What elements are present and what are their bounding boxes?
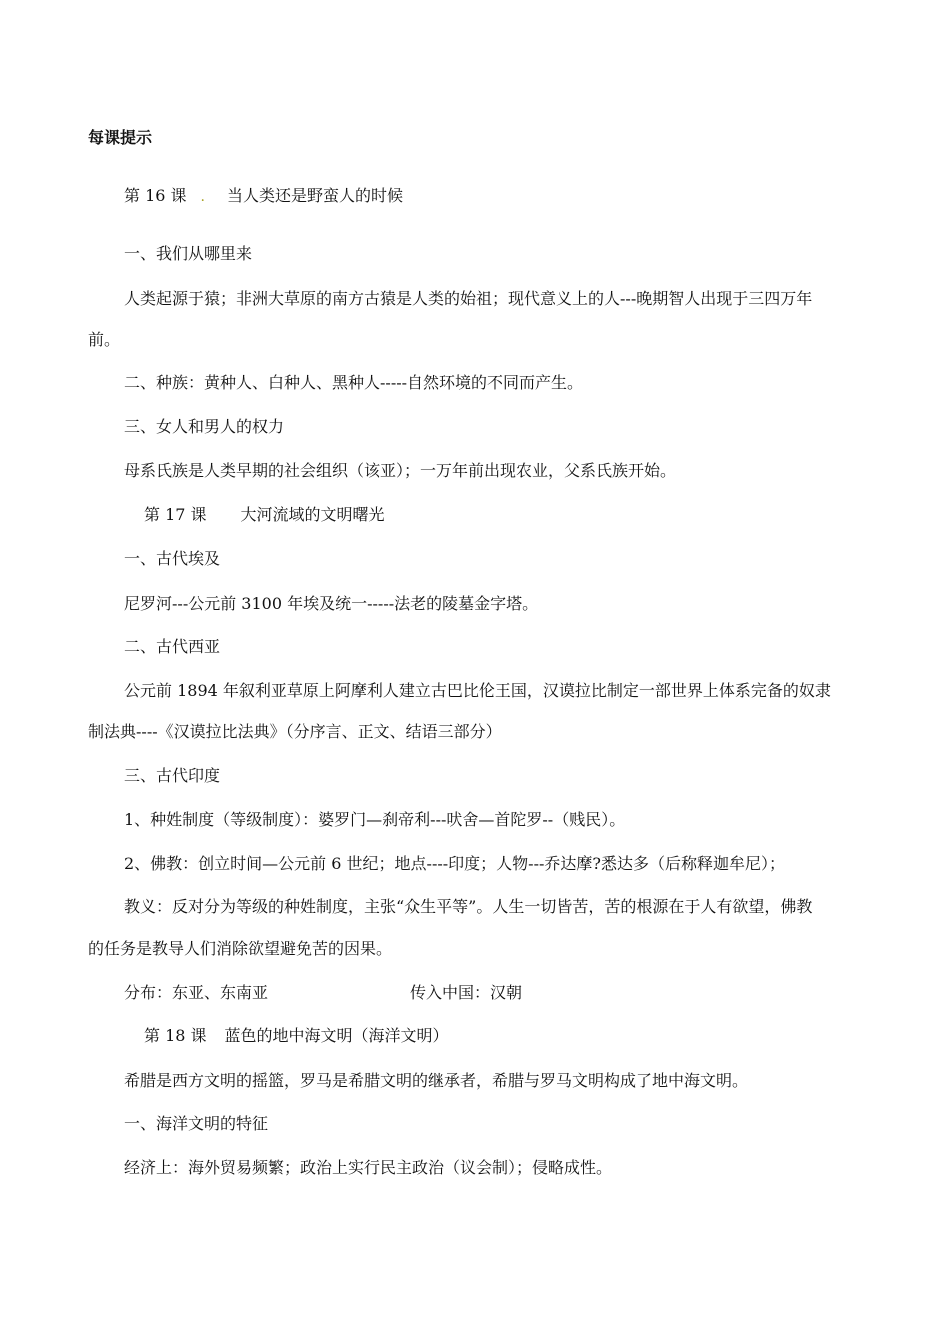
section-heading: 二、古代西亚: [124, 637, 221, 656]
paragraph-line: 经济上：海外贸易频繁；政治上实行民主政治（议会制）；侵略成性。: [124, 1158, 613, 1177]
paragraph-line: 尼罗河---公元前 3100 年埃及统一-----法老的陵墓金字塔。: [124, 594, 539, 613]
section-heading: 三、古代印度: [124, 766, 221, 785]
lesson-18-header: [144, 1026, 449, 1046]
paragraph-line: 公元前 1894 年叙利亚草原上阿摩利人建立古巴比伦王国，汉谟拉比制定一部世界上体系完备的奴隶: [124, 681, 831, 700]
lesson-18-number: 第 18 课: [144, 1026, 207, 1045]
paragraph-line: 二、种族：黄种人、白种人、黑种人-----自然环境的不同而产生。: [124, 373, 584, 392]
list-item: 1、种姓制度（等级制度）：婆罗门—刹帝利---吠舍—首陀罗--（贱民）。: [124, 810, 626, 829]
paragraph-line: 母系氏族是人类早期的社会组织（该亚）；一万年前出现农业，父系氏族开始。: [124, 461, 677, 480]
section-heading: 一、古代埃及: [124, 549, 221, 568]
lesson-18-title: 蓝色的地中海文明（海洋文明）: [224, 1026, 449, 1045]
lesson-16-number: 第 16 课: [124, 186, 187, 205]
paragraph-line: 教义：反对分为等级的种姓制度，主张“众生平等”。人生一切皆苦，苦的根源在于人有欲望，佛教: [124, 897, 813, 916]
paragraph-line: 人类起源于猿；非洲大草原的南方古猿是人类的始祖；现代意义上的人---晚期智人出现于三四万年: [124, 289, 813, 308]
section-heading: 一、我们从哪里来: [124, 244, 253, 263]
lesson-16-title: 当人类还是野蛮人的时候: [227, 186, 404, 205]
lesson-17-number: 第 17 课: [144, 505, 207, 524]
section-heading: 一、海洋文明的特征: [124, 1114, 269, 1133]
lesson-17-title: 大河流域的文明曙光: [240, 505, 385, 524]
paragraph-line: 制法典----《汉谟拉比法典》（分序言、正文、结语三部分）: [88, 722, 502, 741]
section-heading: 三、女人和男人的权力: [124, 417, 285, 436]
list-item: 2、佛教：创立时间—公元前 6 世纪；地点----印度；人物---乔达摩?悉达多（后称释迦牟尼）；: [124, 854, 785, 873]
distribution-text: 分布：东亚、东南亚: [124, 983, 269, 1002]
china-arrival-text: 传入中国：汉朝: [410, 983, 523, 1002]
paragraph-line: 希腊是西方文明的摇篮，罗马是希腊文明的继承者，希腊与罗马文明构成了地中海文明。: [124, 1071, 749, 1090]
page-heading: 每课提示: [88, 128, 153, 147]
lesson-17-header: [144, 505, 385, 525]
paragraph-line: 的任务是教导人们消除欲望避免苦的因果。: [88, 939, 393, 958]
dot-mark: .: [200, 189, 205, 205]
paragraph-line: 前。: [88, 330, 121, 349]
lesson-16-header: [124, 186, 403, 207]
distribution-line: [124, 983, 522, 1003]
